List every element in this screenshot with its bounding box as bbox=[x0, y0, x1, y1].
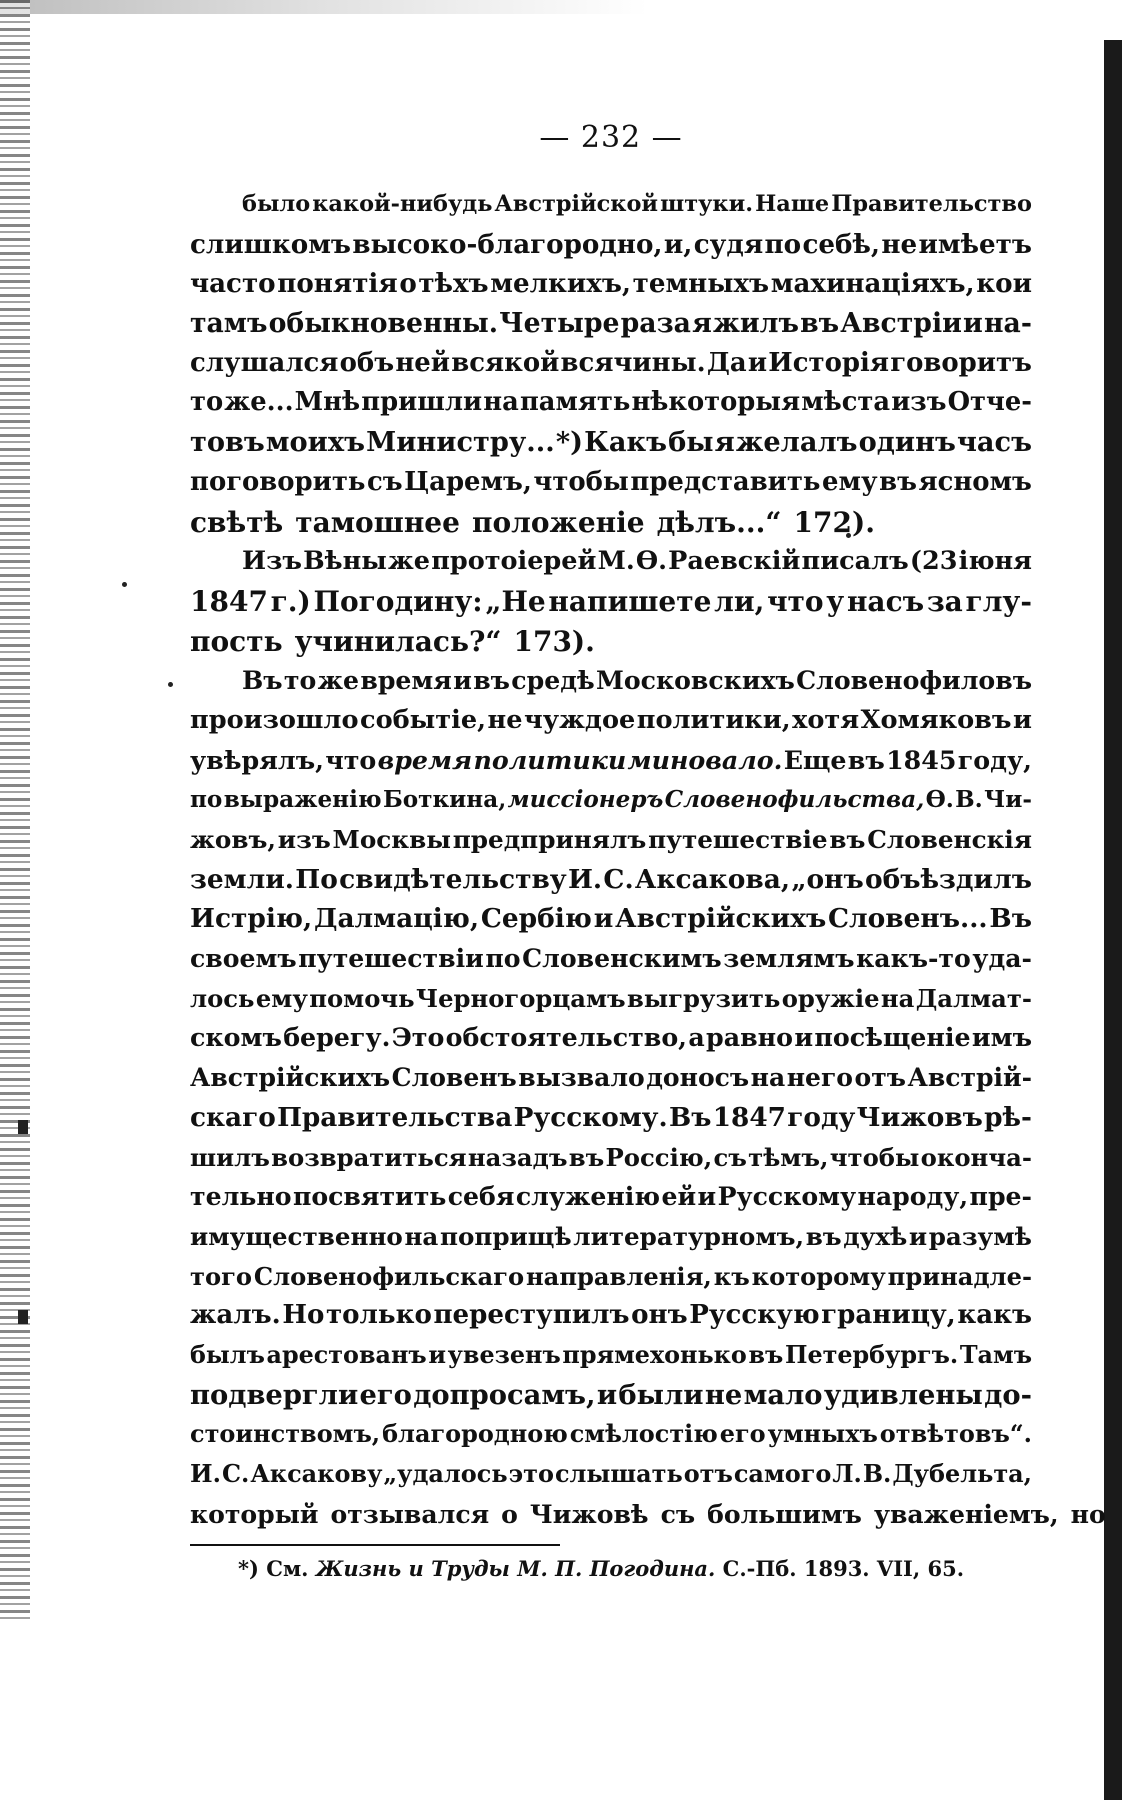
text-line: свѣтѣ тамошнее положеніе дѣлъ...“ 172). bbox=[190, 505, 875, 539]
scan-mark bbox=[18, 1120, 28, 1134]
paragraph-p2 bbox=[190, 542, 1032, 661]
footnote-divider bbox=[190, 1544, 560, 1546]
text-line: того Словенофильскаго направленія, къ которому принадле- bbox=[190, 1261, 1032, 1291]
text-line: то же... Мнѣ пришли на память нѣкоторыя мѣста изъ Отче- bbox=[190, 387, 1032, 418]
text-line: скаго Правительства Русскому. Въ 1847 году Чижовъ рѣ- bbox=[190, 1101, 1032, 1133]
text-line: И. С. Аксакову „удалось это слышать отъ самого Л. В. Дубельта, bbox=[190, 1460, 1032, 1488]
footnote-rest: С.-Пб. 1893. VII, 65. bbox=[722, 1556, 965, 1582]
text-line: Въ то же время и въ средѣ Московскихъ Словенофиловъ bbox=[242, 665, 1032, 696]
text-line: товъ моихъ Министру... *) Какъ бы я желалъ одинъ часъ bbox=[190, 426, 1032, 459]
page-number: — 232 — bbox=[539, 120, 683, 155]
text-line: слишкомъ высоко-благородно, и, судя по себѣ, не имѣетъ bbox=[190, 228, 1032, 260]
text-line: поговорить съ Царемъ, чтобы представить ему въ ясномъ bbox=[190, 466, 1032, 497]
text-line: Изъ Вѣны же протоіерей М. Ѳ. Раевскій писалъ (23 іюня bbox=[242, 546, 1032, 577]
text-line: тельно посвятить себя служенію ей и Русскому народу, пре- bbox=[190, 1181, 1032, 1212]
text-line: былъ арестованъ и увезенъ прямехонько въ Петербургъ. Тамъ bbox=[190, 1340, 1032, 1369]
text-line: 1847 г.) Погодину: „Не напишете ли, что у насъ за глу- bbox=[190, 584, 1032, 618]
scan-edge-top bbox=[0, 0, 1080, 14]
footnote-title: Жизнь и Труды М. П. Погодина. bbox=[315, 1556, 716, 1582]
text-line: Истрію, Далмацію, Сербію и Австрійскихъ Словенъ... Въ bbox=[190, 903, 1032, 935]
text-line: тамъ обыкновенны. Четыре раза я жилъ въ Австріи и на- bbox=[190, 308, 1032, 340]
text-line: часто понятія о тѣхъ мелкихъ, темныхъ махинаціяхъ, кои bbox=[190, 268, 1032, 300]
footnote bbox=[190, 1554, 1032, 1584]
scan-speck bbox=[122, 582, 127, 587]
text-line: жалъ. Но только переступилъ онъ Русскую границу, какъ bbox=[190, 1300, 1032, 1331]
text-line: имущественно на поприщѣ литературномъ, въ духѣ и разумѣ bbox=[190, 1221, 1032, 1251]
text-block bbox=[190, 120, 1106, 1584]
text-line: пость учинилась?“ 173). bbox=[190, 624, 595, 658]
paragraph-p1 bbox=[190, 185, 1032, 542]
paragraph-p3 bbox=[190, 661, 1106, 1534]
scan-speck bbox=[168, 682, 173, 687]
body-text bbox=[190, 185, 1106, 1534]
text-line: который отзывался о Чижовѣ съ большимъ уваженіемъ, но bbox=[190, 1498, 1106, 1529]
text-line: слушался объ ней всякой всячины. Да и Исторія говоритъ bbox=[190, 347, 1032, 378]
scan-edge-right bbox=[1104, 40, 1122, 1800]
scan-edge-left bbox=[0, 0, 30, 1620]
text-line: по выраженію Боткина, миссіонеръ Словенофильства, Ѳ. В. Чи- bbox=[190, 786, 1032, 814]
text-line: Австрійскихъ Словенъ вызвало доносъ на него отъ Австрій- bbox=[190, 1062, 1032, 1093]
text-line: лось ему помочь Черногорцамъ выгрузить оружіе на Далмат- bbox=[190, 983, 1032, 1013]
text-line: стоинствомъ, благородною смѣлостію его умныхъ отвѣтовъ“. bbox=[190, 1420, 1032, 1449]
text-line: жовъ, изъ Москвы предпринялъ путешествіе въ Словенскія bbox=[190, 825, 1032, 854]
text-line: подвергли его допросамъ, и были не мало удивлены до- bbox=[190, 1378, 1032, 1411]
text-line: произошло событіе, не чуждое политики, хотя Хомяковъ и bbox=[190, 704, 1032, 735]
text-line: земли. По свидѣтельству И. С. Аксакова, „онъ объѣздилъ bbox=[190, 863, 1032, 895]
scan-mark bbox=[18, 1310, 28, 1324]
text-line: своемъ путешествіи по Словенскимъ землямъ какъ-то уда- bbox=[190, 943, 1032, 974]
footnote-marker: *) См. bbox=[238, 1556, 309, 1582]
text-line: скомъ берегу. Это обстоятельство, а равно и посѣщеніе имъ bbox=[190, 1022, 1032, 1053]
text-line: увѣрялъ, что время политики миновало. Еще въ 1845 году, bbox=[190, 744, 1032, 775]
text-line: шилъ возвратиться назадъ въ Россію, съ тѣмъ, чтобы оконча- bbox=[190, 1142, 1032, 1172]
text-line: было какой-нибудь Австрійской штуки. Наше Правительство bbox=[242, 191, 1032, 217]
